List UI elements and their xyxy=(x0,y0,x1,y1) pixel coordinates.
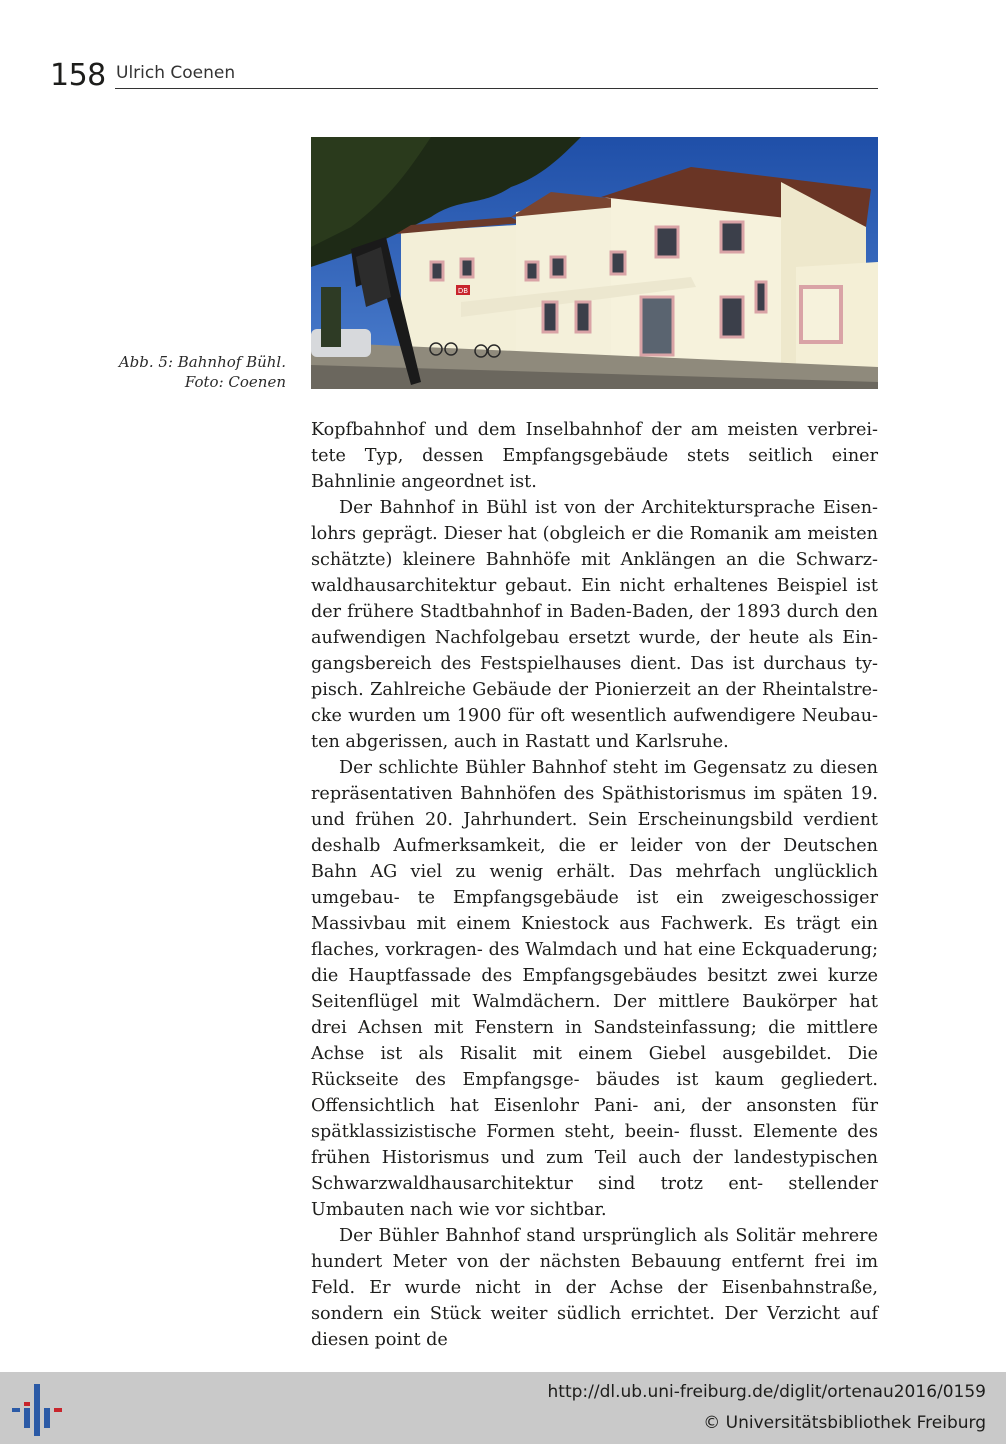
copyright-text: © Universitätsbibliothek Freiburg xyxy=(703,1413,986,1433)
running-header-author: Ulrich Coenen xyxy=(116,63,236,83)
db-logo-text: DB xyxy=(457,287,469,295)
header-rule xyxy=(115,88,878,89)
library-logo-icon xyxy=(12,1384,64,1436)
paragraph: Der Bahnhof in Bühl ist von der Architektursprache Eisen- lohrs geprägt. Dieser hat (obgleich er die Romanik am meisten schätzte) kleinere Bahnhöfe mit Anklängen an die Schwarz- waldhausarchitektur gebaut. Ein nicht erhaltenes Beispiel ist der frühere Stadtbahnhof in Baden-Baden, der 1893 durch den aufwendigen Nachfolgebau ersetzt wurde, der heute als Ein- gangsbereich des Festspielhauses dient. Das ist durchaus ty- pisch. Zahlreiche Gebäude der Pionierzeit an der Rheintalstre- cke wurden um 1900 für oft wesentlich aufwendigere Neubau- ten abgerissen, auch in Rastatt und Karlsruhe. xyxy=(311,498,878,752)
station-photo xyxy=(311,137,878,389)
figure-caption xyxy=(119,352,286,392)
page-number: 158 xyxy=(50,58,106,93)
footer-bar xyxy=(0,1372,1006,1444)
source-url-link[interactable]: http://dl.ub.uni-freiburg.de/diglit/ortenau2016/0159 xyxy=(547,1382,986,1402)
paragraph: Der Bühler Bahnhof stand ursprünglich als Solitär mehrere hundert Meter von der nächsten Bebauung entfernt frei im Feld. Er wurde nicht in der Achse der Eisenbahnstraße, sondern ein Stück weiter südlich errichtet. Der Verzicht auf diesen point de xyxy=(311,1226,878,1350)
caption-credit: Foto: Coenen xyxy=(184,373,286,391)
article-body xyxy=(311,417,878,1353)
paragraph: Kopfbahnhof und dem Inselbahnhof der am meisten verbrei- tete Typ, dessen Empfangsgebäude stets seitlich einer Bahnlinie angeordnet ist. xyxy=(311,420,878,492)
paragraph: Der schlichte Bühler Bahnhof steht im Gegensatz zu diesen repräsentativen Bahnhöfen des Späthistorismus im späten 19. und frühen 20. Jahrhundert. Sein Erscheinungsbild verdient deshalb Aufmerksamkeit, die er leider von der Deutschen Bahn AG viel zu wenig erhält. Das mehrfach unglücklich umgebau- te Empfangsgebäude ist ein zweigeschossiger Massivbau mit einem Kniestock aus Fachwerk. Es trägt ein flaches, vorkragen- des Walmdach und hat eine Eckquaderung; die Hauptfassade des Empfangsgebäudes besitzt zwei kurze Seitenflügel mit Walmdächern. Der mittlere Baukörper hat drei Achsen mit Fenstern in Sandsteinfassung; die mittlere Achse ist als Risalit mit einem Giebel ausgebildet. Die Rückseite des Empfangsge- bäudes ist kaum gegliedert. Offensichtlich hat Eisenlohr Pani- ani, der ansonsten für spätklassizistische Formen steht, beein- flusst. Elemente des frühen Historismus und zum Teil auch der landestypischen Schwarzwaldhausarchitektur sind trotz ent- stellender Umbauten nach wie vor sichtbar. xyxy=(311,758,878,1220)
caption-title: Abb. 5: Bahnhof Bühl. xyxy=(118,353,286,371)
